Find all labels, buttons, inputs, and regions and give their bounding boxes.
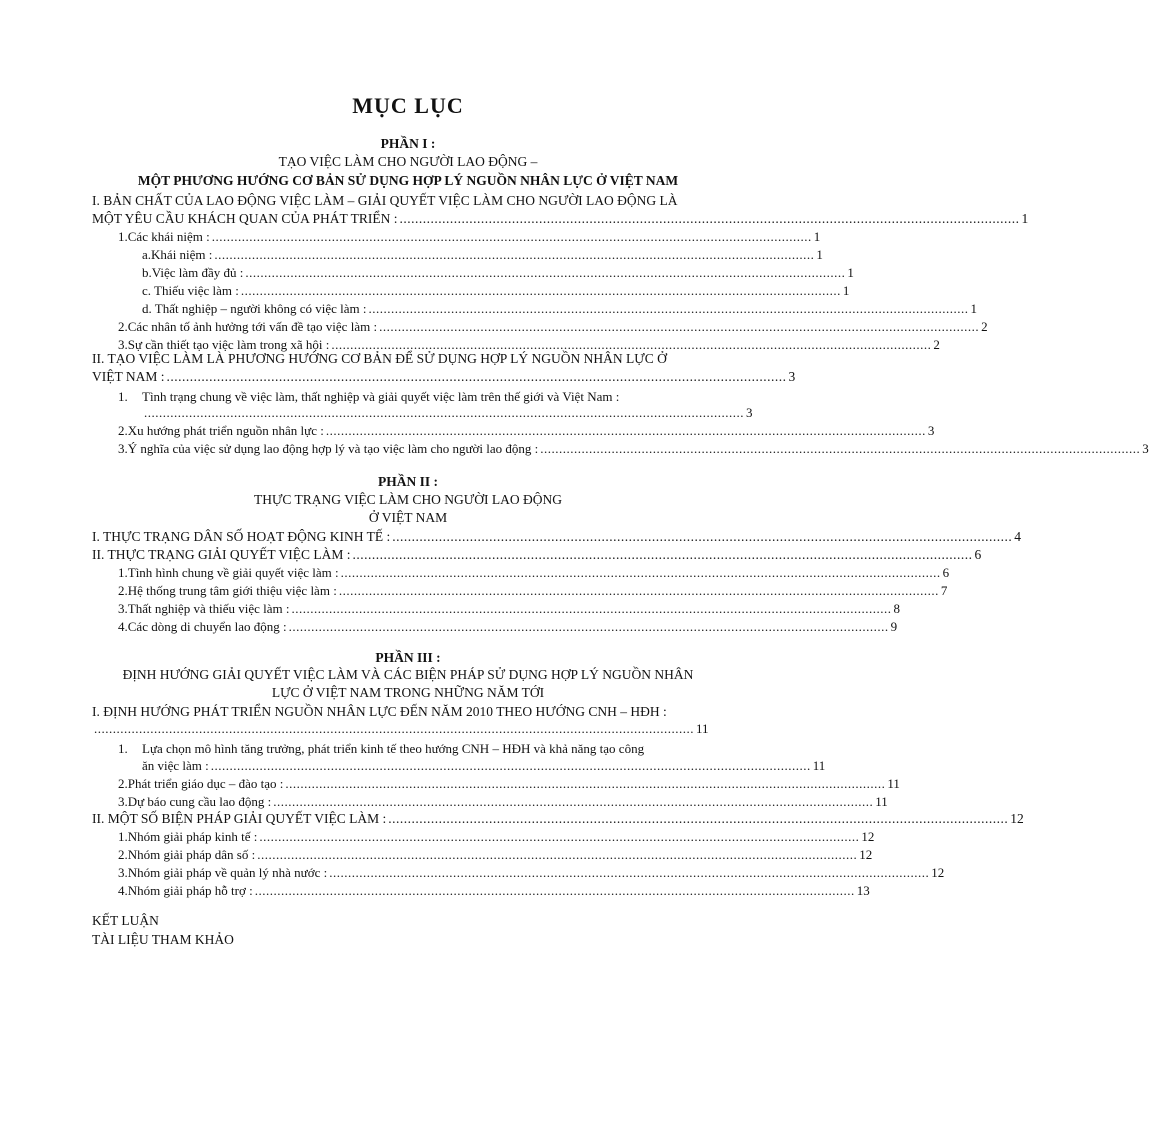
toc-entry-label: ăn việc làm : bbox=[142, 758, 209, 773]
dot-leader: ................................................................................................................................................................ bbox=[340, 565, 941, 580]
toc-entry-page: 8 bbox=[893, 601, 900, 616]
dot-leader: ................................................................................................................................................................ bbox=[285, 776, 886, 791]
toc-entry-page: 1 bbox=[816, 247, 823, 262]
toc-entry bbox=[142, 404, 753, 421]
dot-leader: ................................................................................................................................................................ bbox=[379, 319, 980, 334]
dot-leader: ................................................................................................................................................................ bbox=[211, 229, 812, 244]
toc-entry-label: c. Thiếu việc làm : bbox=[142, 283, 239, 298]
toc-entry-label: Hệ thống trung tâm giới thiệu việc làm : bbox=[127, 583, 337, 598]
toc-entry-number: 2. bbox=[118, 776, 128, 791]
toc-entry bbox=[92, 720, 709, 737]
dot-leader: ................................................................................................................................................................ bbox=[259, 829, 860, 844]
part2-subtitle-1: THỰC TRẠNG VIỆC LÀM CHO NGƯỜI LAO ĐỘNG bbox=[253, 492, 563, 507]
toc-entry-page: 12 bbox=[931, 865, 945, 880]
toc-entry bbox=[118, 582, 948, 599]
dot-leader: ................................................................................................................................................................ bbox=[368, 301, 969, 316]
dot-leader: ................................................................................................................................................................ bbox=[392, 529, 1013, 544]
toc-entry bbox=[92, 546, 982, 563]
dot-leader: ................................................................................................................................................................ bbox=[331, 337, 932, 352]
dot-leader: ................................................................................................................................................................ bbox=[257, 847, 858, 862]
dot-leader: ................................................................................................................................................................ bbox=[94, 721, 694, 736]
dot-leader: ................................................................................................................................................................ bbox=[338, 583, 939, 598]
part2-heading: PHẦN II : bbox=[378, 474, 438, 489]
toc-entry-page: 1 bbox=[813, 229, 821, 244]
toc-entry bbox=[118, 828, 875, 845]
part1-subtitle-2: MỘT PHƯƠNG HƯỚNG CƠ BẢN SỬ DỤNG HỢP LÝ NGUỒN NHÂN LỰC Ở VIỆT NAM bbox=[137, 173, 679, 188]
toc-entry bbox=[142, 282, 850, 299]
dot-leader: ................................................................................................................................................................ bbox=[399, 211, 1020, 226]
dot-leader: ................................................................................................................................................................ bbox=[540, 441, 1141, 456]
toc-entry-number: 1. bbox=[118, 565, 128, 580]
toc-entry-page: 2 bbox=[933, 337, 940, 352]
toc-entry-page: 1 bbox=[970, 301, 978, 316]
toc-entry-number: 1. bbox=[118, 229, 128, 244]
toc-entry bbox=[118, 864, 945, 881]
dot-leader: ................................................................................................................................................................ bbox=[254, 883, 855, 898]
toc-entry bbox=[92, 528, 1021, 545]
toc-entry-label: Khái niệm : bbox=[151, 247, 213, 262]
toc-entry-label: II. THỰC TRẠNG GIẢI QUYẾT VIỆC LÀM : bbox=[92, 547, 351, 562]
toc-entry-page: 11 bbox=[696, 721, 709, 736]
toc-entry-number: 3. bbox=[118, 865, 128, 880]
toc-entry-label: Tình trạng chung về việc làm, thất nghiệp và giải quyết việc làm trên thế giới và Việt Nam : bbox=[142, 389, 620, 404]
toc-entry bbox=[118, 846, 873, 863]
toc-entry-label: Ý nghĩa của việc sử dụng lao động hợp lý và tạo việc làm cho người lao động : bbox=[127, 441, 539, 456]
part1-heading: PHẦN I : bbox=[380, 136, 436, 151]
dot-leader: ................................................................................................................................................................ bbox=[210, 758, 811, 773]
toc-entry-label: Các khái niệm : bbox=[127, 229, 210, 244]
toc-entry-number: 2. bbox=[118, 583, 128, 598]
toc-entry bbox=[118, 228, 821, 245]
toc-entry-label: Dự báo cung cầu lao động : bbox=[127, 794, 272, 809]
toc-entry bbox=[118, 564, 950, 581]
toc-entry-label: Thất nghiệp và thiếu việc làm : bbox=[127, 601, 290, 616]
toc-entry bbox=[118, 775, 900, 792]
toc-entry bbox=[92, 368, 796, 385]
toc-entry bbox=[142, 264, 854, 281]
toc-entry bbox=[118, 618, 898, 635]
toc-entry bbox=[118, 318, 988, 335]
toc-entry-page: 6 bbox=[974, 547, 982, 562]
toc-entry-page: 3 bbox=[788, 369, 796, 384]
toc-entry-label: Nhóm giải pháp kinh tế : bbox=[127, 829, 258, 844]
dot-leader: ................................................................................................................................................................ bbox=[166, 369, 787, 384]
toc-entry-page: 12 bbox=[1010, 811, 1024, 826]
dot-leader: ................................................................................................................................................................ bbox=[288, 619, 889, 634]
toc-entry-label: Nhóm giải pháp về quản lý nhà nước : bbox=[127, 865, 328, 880]
toc-entry bbox=[142, 757, 826, 774]
toc-entry-page: 11 bbox=[887, 776, 900, 791]
toc-entry-number: 3. bbox=[118, 601, 128, 616]
toc-entry-wrapped: 1. Lựa chọn mô hình tăng trưởng, phát triển kinh tế theo hướng CNH – HĐH và khả năng tạo công bbox=[118, 741, 645, 756]
part1-section1-line1: I. BẢN CHẤT CỦA LAO ĐỘNG VIỆC LÀM – GIẢI QUYẾT VIỆC LÀM CHO NGƯỜI LAO ĐỘNG LÀ bbox=[92, 193, 678, 208]
toc-entry-page: 4 bbox=[1014, 529, 1021, 544]
dot-leader: ................................................................................................................................................................ bbox=[291, 601, 892, 616]
toc-entry-page: 12 bbox=[861, 829, 875, 844]
dot-leader: ................................................................................................................................................................ bbox=[144, 405, 744, 420]
toc-entry-page: 12 bbox=[859, 847, 873, 862]
toc-entry bbox=[92, 210, 1029, 227]
toc-entry-page: 6 bbox=[942, 565, 950, 580]
toc-entry-number: b. bbox=[142, 265, 152, 280]
conclusion-heading: KẾT LUẬN bbox=[92, 913, 159, 928]
toc-entry-number: 2. bbox=[118, 847, 128, 862]
toc-entry bbox=[142, 300, 978, 317]
toc-entry-label: Việc làm đầy đủ : bbox=[151, 265, 244, 280]
toc-entry-page: 1 bbox=[847, 265, 854, 280]
toc-entry-label: Các dòng di chuyển lao động : bbox=[127, 619, 287, 634]
toc-entry-page: 9 bbox=[890, 619, 898, 634]
toc-entry-page: 7 bbox=[940, 583, 948, 598]
toc-entry-page: 2 bbox=[981, 319, 988, 334]
toc-entry-number: 4. bbox=[118, 883, 128, 898]
toc-entry-label: I. THỰC TRẠNG DÂN SỐ HOẠT ĐỘNG KINH TẾ : bbox=[92, 529, 391, 544]
dot-leader: ................................................................................................................................................................ bbox=[214, 247, 815, 262]
toc-entry bbox=[118, 793, 888, 810]
toc-entry-wrapped: 1. Tình trạng chung về việc làm, thất nghiệp và giải quyết việc làm trên thế giới và Việt Nam : bbox=[118, 389, 620, 404]
toc-entry-label: II. MỘT SỐ BIỆN PHÁP GIẢI QUYẾT VIỆC LÀM : bbox=[92, 811, 387, 826]
toc-entry-number: a. bbox=[142, 247, 152, 262]
toc-entry-label: VIỆT NAM : bbox=[92, 369, 165, 384]
part1-section2-line1: II. TẠO VIỆC LÀM LÀ PHƯƠNG HƯỚNG CƠ BẢN ĐỂ SỬ DỤNG HỢP LÝ NGUỒN NHÂN LỰC Ở bbox=[92, 351, 667, 366]
dot-leader: ................................................................................................................................................................ bbox=[329, 865, 930, 880]
part3-section1-line1: I. ĐỊNH HƯỚNG PHÁT TRIỂN NGUỒN NHÂN LỰC ĐẾN NĂM 2010 THEO HƯỚNG CNH – HĐH : bbox=[92, 704, 667, 719]
toc-entry-label: Phát triển giáo dục – đào tạo : bbox=[127, 776, 284, 791]
toc-entry-number: 3. bbox=[118, 337, 128, 352]
toc-entry bbox=[142, 246, 823, 263]
references-heading: TÀI LIỆU THAM KHẢO bbox=[92, 932, 234, 947]
toc-entry bbox=[92, 810, 1024, 827]
toc-entry-page: 3 bbox=[1142, 441, 1149, 456]
dot-leader: ................................................................................................................................................................ bbox=[325, 423, 926, 438]
part3-subtitle-1: ĐỊNH HƯỚNG GIẢI QUYẾT VIỆC LÀM VÀ CÁC BIỆN PHÁP SỬ DỤNG HỢP LÝ NGUỒN NHÂN bbox=[122, 667, 694, 682]
toc-entry-label: Sự cần thiết tạo việc làm trong xã hội : bbox=[127, 337, 330, 352]
toc-entry-number: 3. bbox=[118, 794, 128, 809]
dot-leader: ................................................................................................................................................................ bbox=[352, 547, 973, 562]
dot-leader: ................................................................................................................................................................ bbox=[245, 265, 846, 280]
toc-entry-label: Lựa chọn mô hình tăng trưởng, phát triển kinh tế theo hướng CNH – HĐH và khả năng tạo công bbox=[142, 741, 645, 756]
part2-subtitle-2: Ở VIỆT NAM bbox=[368, 510, 448, 525]
toc-entry-page: 3 bbox=[927, 423, 935, 438]
toc-entry: 2. Xu hướng phát triển nguồn nhân lực : ................................................................................................................................................................ 3 bbox=[118, 423, 935, 438]
toc-entry-number: 1. bbox=[118, 829, 128, 844]
toc-entry-label: MỘT YÊU CẦU KHÁCH QUAN CỦA PHÁT TRIỂN : bbox=[92, 211, 398, 226]
toc-entry-page: 1 bbox=[1021, 211, 1029, 226]
toc-entry-label: Nhóm giải pháp dân số : bbox=[127, 847, 256, 862]
toc-entry-page: 13 bbox=[856, 883, 870, 898]
toc-entry bbox=[118, 882, 870, 899]
part3-heading: PHẦN III : bbox=[375, 650, 441, 665]
toc-entry-label: Nhóm giải pháp hỗ trợ : bbox=[127, 883, 253, 898]
dot-leader: ................................................................................................................................................................ bbox=[240, 283, 841, 298]
toc-entry-page: 11 bbox=[875, 794, 888, 809]
toc-entry-page: 1 bbox=[842, 283, 850, 298]
toc-entry-label: Xu hướng phát triển nguồn nhân lực : bbox=[127, 423, 324, 438]
page-title: MỤC LỤC bbox=[352, 93, 464, 118]
toc-entry-page: 11 bbox=[812, 758, 826, 773]
toc-entry-label: d. Thất nghiệp – người không có việc làm : bbox=[142, 301, 367, 316]
toc-entry-label: Các nhân tố ảnh hưởng tới vấn đề tạo việc làm : bbox=[127, 319, 378, 334]
part3-subtitle-2: LỰC Ở VIỆT NAM TRONG NHỮNG NĂM TỚI bbox=[271, 685, 545, 700]
toc-entry-label: Tình hình chung về giải quyết việc làm : bbox=[127, 565, 339, 580]
dot-leader: ................................................................................................................................................................ bbox=[273, 794, 874, 809]
toc-entry bbox=[118, 600, 900, 617]
toc-entry-number: 4. bbox=[118, 619, 128, 634]
toc-entry-number: 2. bbox=[118, 319, 128, 334]
toc-entry: 3. Ý nghĩa của việc sử dụng lao động hợp lý và tạo việc làm cho người lao động : ................................................................................................................................................................ 3 bbox=[118, 441, 1149, 456]
part1-subtitle-1: TẠO VIỆC LÀM CHO NGƯỜI LAO ĐỘNG – bbox=[278, 154, 538, 169]
dot-leader: ................................................................................................................................................................ bbox=[388, 811, 1009, 826]
toc-entry-page: 3 bbox=[746, 405, 753, 420]
